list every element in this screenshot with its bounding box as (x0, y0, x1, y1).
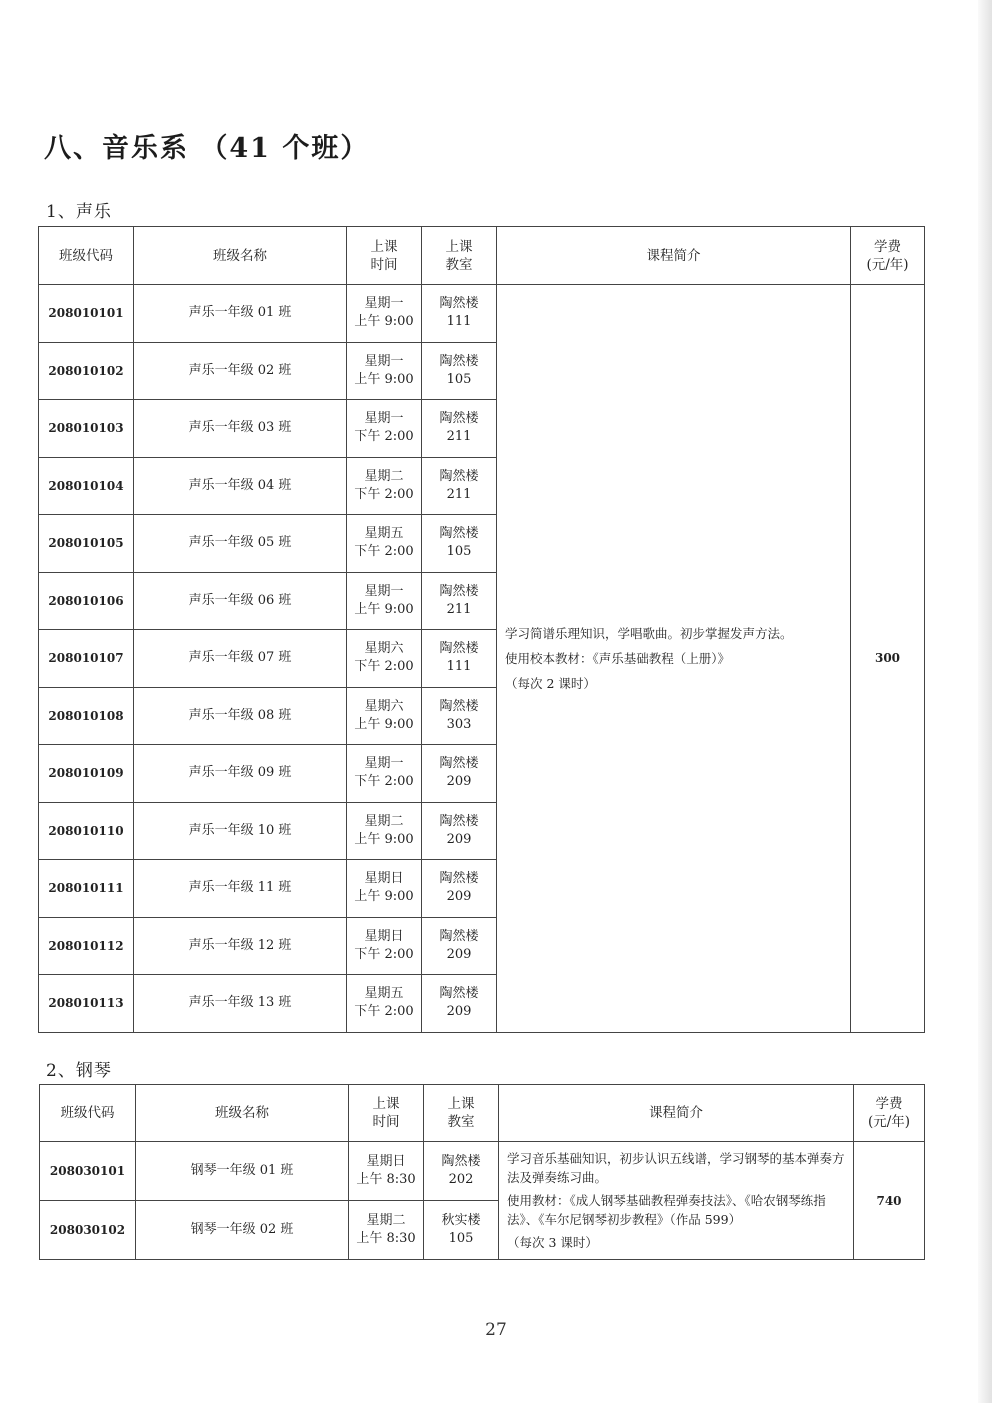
page-title: 八、音乐系 （41 个班） (44, 133, 370, 164)
class-time: 星期六 上午 9:00 (347, 687, 422, 745)
class-name: 声乐一年级 01 班 (134, 285, 347, 343)
classroom: 陶然楼 211 (422, 457, 497, 515)
header-course-intro: 课程简介 (499, 1085, 854, 1142)
class-name: 声乐一年级 12 班 (134, 917, 347, 975)
tuition-fee: 740 (854, 1142, 925, 1260)
class-time: 星期二 下午 2:00 (347, 457, 422, 515)
table-row (40, 1142, 925, 1201)
class-time: 星期日 上午 9:00 (347, 860, 422, 918)
course-intro-line: 使用校本教材：《声乐基础教程（上册）》 (505, 650, 731, 666)
class-time: 星期六 下午 2:00 (347, 630, 422, 688)
class-code: 208010113 (39, 975, 134, 1033)
header-class-time: 上课 时间 (349, 1085, 424, 1142)
piano-class-table (39, 1084, 925, 1260)
class-name: 声乐一年级 07 班 (134, 630, 347, 688)
class-code: 208010107 (39, 630, 134, 688)
classroom: 陶然楼 111 (422, 630, 497, 688)
class-code: 208010104 (39, 457, 134, 515)
class-code: 208010101 (39, 285, 134, 343)
classroom: 陶然楼 211 (422, 400, 497, 458)
class-time: 星期一 下午 2:00 (347, 745, 422, 803)
classroom: 陶然楼 209 (422, 975, 497, 1033)
class-code: 208010109 (39, 745, 134, 803)
course-intro-line: 使用教材：《成人钢琴基础教程弹奏技法》、《哈农钢琴练指法》、《车尔尼钢琴初步教程》（作品 599） (507, 1193, 826, 1227)
class-code: 208010105 (39, 515, 134, 573)
classroom: 秋实楼 105 (424, 1201, 499, 1260)
class-name: 声乐一年级 05 班 (134, 515, 347, 573)
class-code: 208030101 (40, 1142, 136, 1201)
section-title-vocal: 1、声乐 (46, 202, 112, 222)
class-code: 208010112 (39, 917, 134, 975)
class-name: 钢琴一年级 02 班 (136, 1201, 349, 1260)
classroom: 陶然楼 105 (422, 342, 497, 400)
class-name: 声乐一年级 11 班 (134, 860, 347, 918)
section-title-piano: 2、钢琴 (46, 1061, 112, 1081)
class-name: 声乐一年级 10 班 (134, 802, 347, 860)
course-intro-line: （每次 3 课时） (507, 1235, 598, 1250)
class-name: 声乐一年级 06 班 (134, 572, 347, 630)
class-name: 声乐一年级 13 班 (134, 975, 347, 1033)
classroom: 陶然楼 202 (424, 1142, 499, 1201)
header-class-code: 班级代码 (39, 227, 134, 285)
class-time: 星期二 上午 9:00 (347, 802, 422, 860)
header-course-intro: 课程简介 (497, 227, 851, 285)
course-intro-line: （每次 2 课时） (505, 675, 596, 691)
vocal-class-table (38, 226, 925, 1033)
page-number: 27 (485, 1320, 507, 1340)
class-name: 声乐一年级 04 班 (134, 457, 347, 515)
course-intro (497, 285, 851, 1033)
class-code: 208010103 (39, 400, 134, 458)
class-code: 208010110 (39, 802, 134, 860)
course-intro-line: 学习简谱乐理知识，学唱歌曲。初步掌握发声方法。 (505, 625, 793, 641)
class-time: 星期五 下午 2:00 (347, 975, 422, 1033)
classroom: 陶然楼 111 (422, 285, 497, 343)
class-code: 208010111 (39, 860, 134, 918)
class-time: 星期一 上午 9:00 (347, 342, 422, 400)
scan-edge-shadow (978, 0, 992, 1403)
classroom: 陶然楼 209 (422, 802, 497, 860)
classroom: 陶然楼 209 (422, 745, 497, 803)
header-class-name: 班级名称 (134, 227, 347, 285)
class-name: 声乐一年级 03 班 (134, 400, 347, 458)
course-intro (499, 1142, 854, 1260)
header-classroom: 上课 教室 (424, 1085, 499, 1142)
class-name: 声乐一年级 02 班 (134, 342, 347, 400)
classroom: 陶然楼 303 (422, 687, 497, 745)
table-row (39, 285, 925, 343)
header-tuition: 学费 (元/年) (854, 1085, 925, 1142)
course-intro-line: 学习音乐基础知识，初步认识五线谱，学习钢琴的基本弹奏方法及弹奏练习曲。 (507, 1151, 845, 1185)
classroom: 陶然楼 211 (422, 572, 497, 630)
class-time: 星期日 下午 2:00 (347, 917, 422, 975)
classroom: 陶然楼 209 (422, 917, 497, 975)
class-name: 声乐一年级 09 班 (134, 745, 347, 803)
classroom: 陶然楼 209 (422, 860, 497, 918)
class-code: 208010108 (39, 687, 134, 745)
class-name: 钢琴一年级 01 班 (136, 1142, 349, 1201)
class-code: 208030102 (40, 1201, 136, 1260)
class-time: 星期一 上午 9:00 (347, 285, 422, 343)
header-class-time: 上课 时间 (347, 227, 422, 285)
class-time: 星期一 下午 2:00 (347, 400, 422, 458)
header-class-code: 班级代码 (40, 1085, 136, 1142)
class-time: 星期二 上午 8:30 (349, 1201, 424, 1260)
header-class-name: 班级名称 (136, 1085, 349, 1142)
class-time: 星期一 上午 9:00 (347, 572, 422, 630)
class-time: 星期五 下午 2:00 (347, 515, 422, 573)
class-code: 208010106 (39, 572, 134, 630)
header-tuition: 学费 (元/年) (851, 227, 925, 285)
table-header-row (39, 227, 925, 285)
class-code: 208010102 (39, 342, 134, 400)
header-classroom: 上课 教室 (422, 227, 497, 285)
classroom: 陶然楼 105 (422, 515, 497, 573)
class-time: 星期日 上午 8:30 (349, 1142, 424, 1201)
tuition-fee: 300 (851, 285, 925, 1033)
table-header-row (40, 1085, 925, 1142)
class-name: 声乐一年级 08 班 (134, 687, 347, 745)
